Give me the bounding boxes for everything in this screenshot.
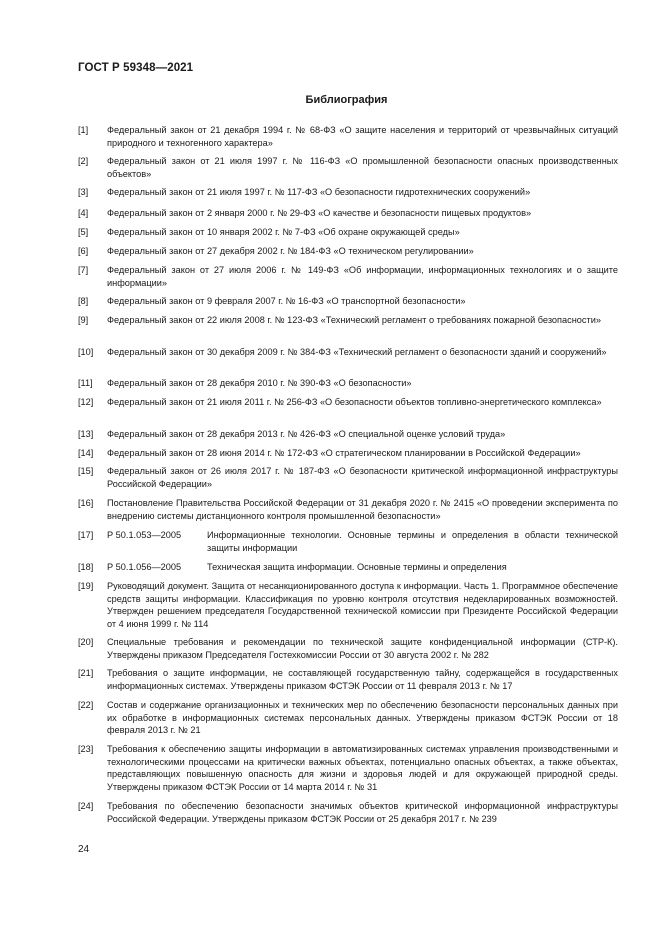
entry-text: Федеральный закон от 28 декабря 2013 г. № 426-ФЗ «О специальной оценке условий труда»	[107, 429, 506, 439]
entry-number: [4]	[78, 208, 89, 218]
entry-text: Федеральный закон от 28 июня 2014 г. № 172-ФЗ «О стратегическом планировании в Российской Федерации»	[107, 448, 581, 458]
entry-text: Федеральный закон от 21 декабря 1994 г. № 68-ФЗ «О защите населения и территорий от чрезвычайных ситуаций природного и техногенного характера»	[107, 125, 618, 148]
entry-text: Федеральный закон от 21 июля 1997 г. № 117-ФЗ «О безопасности гидротехнических сооружений»	[107, 187, 531, 197]
entry-text: Руководящий документ. Защита от несанкционированного доступа к информации. Часть 1. Программное обеспечение средств защиты информации. Классификация по уровню контроля отсутствия недекларированных возможностей. Утвержден решением председателя Государственной технической комиссии при Президенте Российской Федерации от 4 июня 1999 г. № 114	[107, 581, 618, 629]
page-number: 24	[78, 844, 90, 855]
entry-text: Требования о защите информации, не составляющей государственную тайну, содержащейся в государственных информационных системах. Утверждены приказом ФСТЭК России от 11 февраля 2013 г. № 17	[107, 668, 618, 691]
entry-number: [22]	[78, 700, 94, 710]
entry-text: Федеральный закон от 10 января 2002 г. № 7-ФЗ «Об охране окружающей среды»	[107, 227, 460, 237]
entry-text: Федеральный закон от 22 июля 2008 г. № 123-ФЗ «Технический регламент о требованиях пожарной безопасности»	[107, 315, 601, 325]
document-header: ГОСТ Р 59348—2021	[78, 62, 194, 74]
entry-number: [24]	[78, 801, 94, 811]
entry-text: Федеральный закон от 21 июля 2011 г. № 256-ФЗ «О безопасности объектов топливно-энергетического комплекса»	[107, 397, 602, 407]
entry-text: Информационные технологии. Основные термины и определения в области технической защиты информации	[207, 530, 618, 553]
entry-number: [5]	[78, 227, 89, 237]
entry-text: Состав и содержание организационных и технических мер по обеспечению безопасности персональных данных при их обработке в информационных системах персональных данных. Утверждены приказом ФСТЭК России от 18 февраля 2013 г. № 21	[107, 700, 618, 736]
entry-text: Требования по обеспечению безопасности значимых объектов критической информационной инфраструктуры Российской Федерации. Утверждены приказом ФСТЭК России от 25 декабря 2017 г. № 239	[107, 801, 618, 824]
entry-code: Р 50.1.056—2005	[107, 562, 182, 572]
entry-number: [7]	[78, 265, 89, 275]
entry-number: [9]	[78, 315, 89, 325]
entry-number: [20]	[78, 637, 94, 647]
entry-text: Специальные требования и рекомендации по технической защите конфиденциальной информации (СТР-К). Утверждены приказом Председателя Гостехкомиссии России от 30 августа 2002 г. № 282	[107, 637, 618, 660]
entry-number: [1]	[78, 125, 89, 135]
entry-text: Требования к обеспечению защиты информации в автоматизированных системах управления производственными и технологическими процессами на критически важных объектах, потенциально опасных объектах, а также объектах, представляющих повышенную опасность для жизни и здоровья людей и для окружающей природной среды. Утверждены приказом ФСТЭК России от 14 марта 2014 г. № 31	[107, 744, 618, 792]
entry-number: [13]	[78, 429, 94, 439]
entry-number: [6]	[78, 246, 89, 256]
entry-number: [10]	[78, 347, 94, 357]
entry-text: Федеральный закон от 27 декабря 2002 г. № 184-ФЗ «О техническом регулировании»	[107, 246, 474, 256]
entry-code: Р 50.1.053—2005	[107, 530, 182, 540]
entry-text: Федеральный закон от 28 декабря 2010 г. № 390-ФЗ «О безопасности»	[107, 378, 412, 388]
entry-number: [17]	[78, 530, 94, 540]
entry-number: [14]	[78, 448, 94, 458]
entry-text: Федеральный закон от 2 января 2000 г. № 29-ФЗ «О качестве и безопасности пищевых продуктов»	[107, 208, 532, 218]
entry-text: Федеральный закон от 9 февраля 2007 г. № 16-ФЗ «О транспортной безопасности»	[107, 296, 466, 306]
entry-text: Федеральный закон от 27 июля 2006 г. № 149-ФЗ «Об информации, информационных технологиях и о защите информации»	[107, 265, 618, 288]
entry-number: [12]	[78, 397, 94, 407]
entry-text: Постановление Правительства Российской Федерации от 31 декабря 2020 г. № 2415 «О проведении эксперимента по внедрению системы дистанционного контроля промышленной безопасности»	[107, 498, 618, 521]
entry-number: [3]	[78, 187, 89, 197]
entry-text: Федеральный закон от 26 июля 2017 г. № 187-ФЗ «О безопасности критической информационной инфраструктуры Российской Федерации»	[107, 466, 618, 489]
entry-text: Федеральный закон от 30 декабря 2009 г. № 384-ФЗ «Технический регламент о безопасности зданий и сооружений»	[107, 347, 607, 357]
entry-number: [18]	[78, 562, 94, 572]
entry-number: [15]	[78, 466, 94, 476]
bibliography-title-text: Библиография	[305, 94, 388, 106]
entry-number: [19]	[78, 581, 94, 591]
entry-number: [2]	[78, 156, 89, 166]
entry-number: [16]	[78, 498, 94, 508]
entry-number: [23]	[78, 744, 94, 754]
bibliography-title	[0, 94, 661, 106]
entry-number: [11]	[78, 378, 93, 388]
entry-number: [21]	[78, 668, 94, 678]
entry-text: Федеральный закон от 21 июля 1997 г. № 116-ФЗ «О промышленной безопасности опасных производственных объектов»	[107, 156, 618, 179]
entry-text: Техническая защита информации. Основные термины и определения	[207, 562, 507, 572]
entry-number: [8]	[78, 296, 89, 306]
